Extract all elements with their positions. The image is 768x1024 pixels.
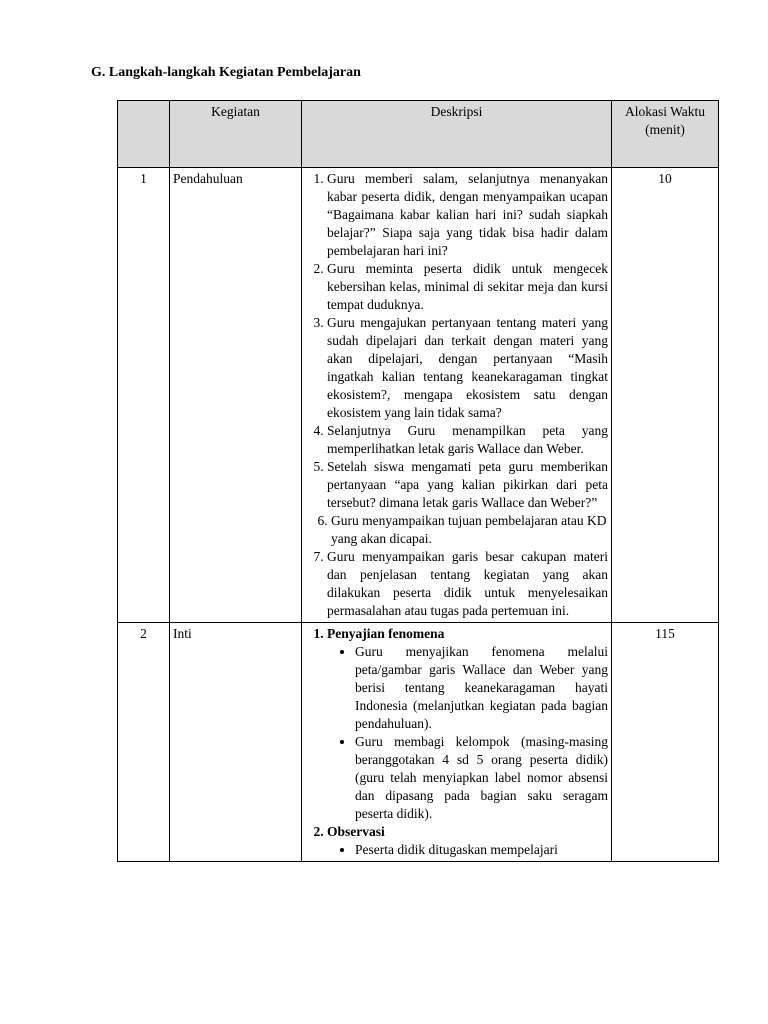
learning-steps-table [117,100,719,862]
header-alokasi-waktu: Alokasi Waktu (menit) [612,101,719,168]
table-header-row [118,101,719,168]
row-alokasi-waktu: 115 [612,623,719,862]
row-deskripsi [302,168,612,623]
section-title: Penyajian fenomena [327,626,445,641]
list-item: 5. Setelah siswa mengamati peta guru memberikan pertanyaan “apa yang kalian pikirkan dari peta tersebut? dimana letak garis Wallace dan Weber?” [327,458,608,512]
bullet-list [327,643,608,823]
list-item: 1. Guru memberi salam, selanjutnya menanyakan kabar peserta didik, dengan menyampaikan ucapan “Bagaimana kabar kalian hari ini? sudah siapkah belajar?” Siapa saja yang tidak bisa hadir dalam pembelajaran hari ini? [327,170,608,260]
row-kegiatan: Pendahuluan [170,168,302,623]
list-item [327,625,608,823]
header-kegiatan: Kegiatan [170,101,302,168]
header-no [118,101,170,168]
row-number: 2 [118,623,170,862]
table-row [118,623,719,862]
list-item [327,823,608,859]
row-number: 1 [118,168,170,623]
list-item: 4. Selanjutnya Guru menampilkan peta yang memperlihatkan letak garis Wallace dan Weber. [327,422,608,458]
section-heading: G. Langkah-langkah Kegiatan Pembelajaran [91,65,361,80]
row-kegiatan: Inti [170,623,302,862]
list-item: 7. Guru menyampaikan garis besar cakupan materi dan penjelasan tentang kegiatan yang akan dilakukan peserta didik untuk menyelesaikan permasalahan atau tugas pada pertemuan ini. [327,548,608,620]
bullet-item: • Guru menyajikan fenomena melalui peta/gambar garis Wallace dan Weber yang berisi tentang keanekaragaman hayati Indonesia (melanjutkan kegiatan pada bagian pendahuluan). [355,643,608,733]
row-deskripsi [302,623,612,862]
bullet-item: • Guru membagi kelompok (masing-masing beranggotakan 4 sd 5 orang peserta didik) (guru telah menyiapkan label nomor absensi dan dipasang pada bagian saku seragam peserta didik). [355,733,608,823]
bullet-list [327,841,608,859]
list-item: 6. Guru menyampaikan tujuan pembelajaran atau KD yang akan dicapai. [331,512,608,548]
pendahuluan-steps-list [305,170,608,620]
bullet-item: • Peserta didik ditugaskan mempelajari [355,841,608,859]
section-title: Observasi [327,824,385,839]
list-item: 2. Guru meminta peserta didik untuk mengecek kebersihan kelas, minimal di sekitar meja dan kursi tempat duduknya. [327,260,608,314]
list-item: 3. Guru mengajukan pertanyaan tentang materi yang sudah dipelajari dan terkait dengan materi yang akan dipelajari, dengan pertanyaan “Masih ingatkah kalian tentang keanekaragaman tingkat ekosistem?, mengapa ekosistem satu dengan ekosistem yang lain tidak sama? [327,314,608,422]
table-row [118,168,719,623]
inti-sections-list [305,625,608,859]
header-deskripsi: Deskripsi [302,101,612,168]
row-alokasi-waktu: 10 [612,168,719,623]
